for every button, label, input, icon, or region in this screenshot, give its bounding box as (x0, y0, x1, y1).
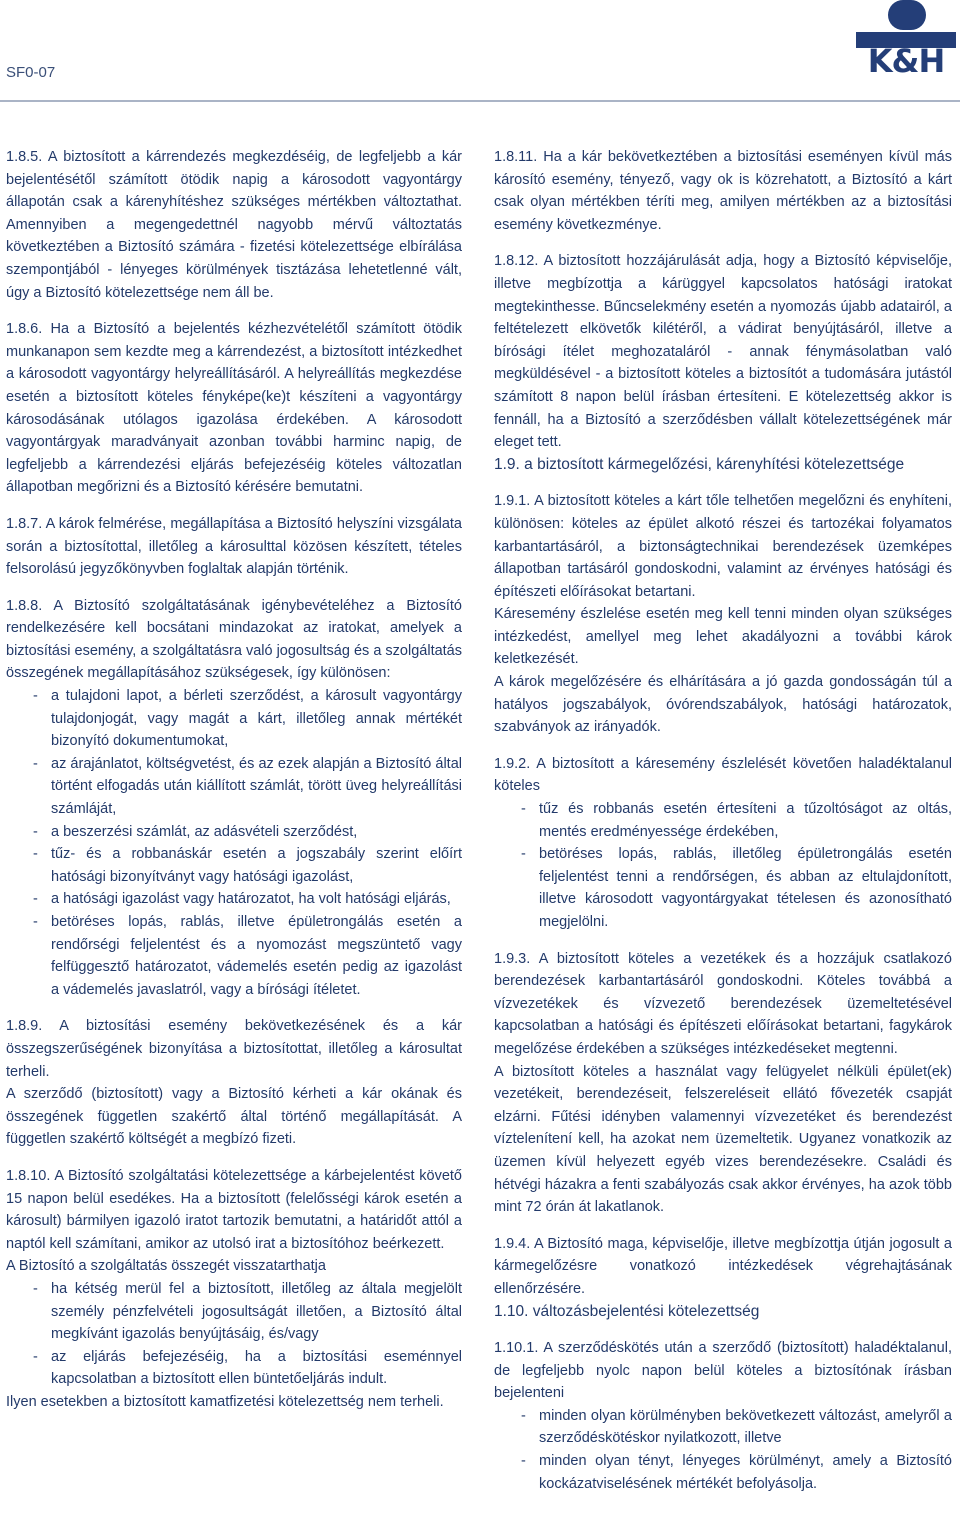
right-column (494, 146, 952, 1495)
paragraph-1-8-10-interest: Ilyen esetekben a biztosított kamatfizetési kötelezettség nem terheli. (6, 1393, 444, 1410)
list-immediate-duties (494, 798, 952, 934)
paragraph-1-9-3: 1.9.3. A biztosított köteles a vezetékek és a hozzájuk csatlakozó berendezések karbantartásáról gondoskodni. Köteles továbbá a vízvezetékek és vízvezető berendezések üzemeltetésével kapcsolatban a hatósági és építészeti előírásokat betartani, fagykárok megelőzése érdekében a szükséges intézkedéseket megtenni. (494, 950, 952, 1057)
section-heading-1-10: 1.10. változásbejelentési kötelezettség (494, 1302, 760, 1320)
list-item: - tűz- és a robbanáskár esetén a jogszabály szerint előírt hatósági bizonyítványt vagy hatósági igazolást, (6, 843, 462, 888)
paragraph-1-8-12: 1.8.12. A biztosított hozzájárulását adja, hogy a Biztosító képviselője, illetve megbízottja a kárüggyel kapcsolatos hatósági iratokat megtekinthesse. Bűncselekmény esetén a nyomozás újabb adatairól, a feltételezett elkövetők kilétéről, a vádirat benyújtásáról, illetve a bírósági ítélet meghozataláról - annak fénymásolatban való megküldésével - a biztosított köteles a biztosítót a tudomására jutástól számított 8 napon belül írásban értesíteni. E kötelezettség akkor is fennáll, ha a Biztosító a szerződésben vállalt kötelezettségének már eleget tett. (494, 253, 952, 451)
paragraph-1-9-1: 1.9.1. A biztosított köteles a kárt tőle telhetően megelőzni és enyhíteni, különösen: köteles az épület alkotó részei és tartozékai folyamatos karbantartásáról, a biztonságtechnikai berendezések üzemképes állapotban tartásáról gondoskodni, valamint az érvényes hatósági és építészeti előírásokat betartani. (494, 493, 952, 600)
list-item: - a hatósági igazolást vagy határozatot, ha volt hatósági eljárás, (6, 888, 462, 911)
kh-logo (856, 0, 956, 82)
logo-wordmark: K&H (867, 42, 945, 80)
left-column (6, 146, 462, 1413)
list-item: - ha kétség merül fel a biztosított, illetőleg az általa megjelölt személy pénzfelvételi jogosultságát illetően, a Biztosító által megkívánt igazolás benyújtásáig, és/vagy (6, 1278, 462, 1346)
paragraph-1-8-10-withhold: A Biztosító a szolgáltatás összegét visszatarthatja (6, 1258, 326, 1275)
paragraph-1-8-10: 1.8.10. A Biztosító szolgáltatási kötelezettsége a kárbejelentést követő 15 napon belül esedékes. Ha a biztosított (felelősségi károk esetén a károsult) bármilyen igazoló iratot tartozik bemutatni, a határidőt attól a naptól kell számítani, amikor az utolsó irat a biztosítóhoz beérkezett. (6, 1167, 462, 1252)
paragraph-1-9-3-unused-building: A biztosított köteles a használat vagy felügyelet nélküli épület(ek) vezetékeit, berendezéseit, felszereléseit ellátó fővezeték csapját elzárni. Fűtési idényben valamennyi vízvezetéket és berendezést víztelenítení kell, ha azokat nem üzemeltetik. Ugyanez vonatkozik az üzemen kívül helyezett egyéb vizes berendezésekre. Családi és hétvégi házakra a fenti szabályozás csak akkor érvényes, ha azok több mint 72 órán át lakatlanok. (494, 1063, 952, 1216)
paragraph-1-10-1: 1.10.1. A szerződéskötés után a szerződő (biztosított) haladéktalanul, de legfeljebb nyolc napon belül köteles a biztosítónak írásban bejelenteni (494, 1340, 952, 1402)
list-change-notifications (494, 1405, 952, 1495)
list-item: - az eljárás befejezéséig, ha a biztosítási eseménnyel kapcsolatban a biztosított ellen büntetőeljárás indult. (6, 1346, 462, 1391)
paragraph-1-9-1-prevention: A károk megelőzésére és elhárítására a jó gazda gondosságán túl a hatályos jogszabályok, óvórendszabályok, hatósági határozatok, szabványok az irányadók. (494, 674, 952, 736)
header-divider (0, 100, 960, 102)
paragraph-1-8-5: 1.8.5. A biztosított a kárrendezés megkezdéséig, de legfeljebb a kár bejelentésétől számított ötödik napig a károsodott vagyontárgy állapotán csak a kárenyhítéshez szükséges mértékben változtathat. Amennyiben a megengedettnél nagyobb mérvű változtatás következtében a Biztosító számára - fizetési kötelezettsége elbírálása szempontjából - lényeges körülmények tisztázása lehetetlenné vált, úgy a Biztosító kötelezettsége nem áll be. (6, 149, 462, 301)
list-item: - betöréses lopás, rablás, illetőleg épületrongálás esetén feljelentést tenni a rendőrségen, és abban az eltulajdonított, illetve károsodott vagyontárgyakat tételesen és azonosítható megjelölni. (494, 843, 952, 933)
paragraph-1-8-6: 1.8.6. Ha a Biztosító a bejelentés kézhezvételétől számított ötödik munkanapon sem kezdte meg a kárrendezést, a biztosított intézkedhet a károsodott vagyontárgy helyreállításáról. A helyreállítás megkezdése esetén a biztosított köteles fényképe(ke)t készíteni a vagyontárgy károsodásának utólagos igazolása érdekében. A károsodott vagyontárgyak maradványait azonban további harminc napig, de legfeljebb a kárrendezési eljárás befejezéséig köteles változatlan állapotban megőrizni és a Biztosító kérésére bemutatni. (6, 321, 462, 496)
list-item: - betöréses lopás, rablás, illetve épületrongálás esetén a rendőrségi feljelentést és a nyomozást megszüntető vagy felfüggesztő határozatot, vádemelés esetén pedig az igazolást a vádemelés javaslatról, vagy a bírósági ítéletet. (6, 911, 462, 1001)
document-code: SF0-07 (6, 64, 56, 81)
list-withhold-conditions (6, 1278, 462, 1391)
logo-head-shape (888, 0, 926, 30)
list-item: - minden olyan körülményben bekövetkezett változást, amelyről a szerződéskötéskor nyilatkozott, illetve (494, 1405, 952, 1450)
paragraph-1-9-2: 1.9.2. A biztosított a káresemény észlelését követően haladéktalanul köteles (494, 755, 952, 795)
paragraph-1-8-7: 1.8.7. A károk felmérése, megállapítása a Biztosító helyszíni vizsgálata során a biztosítottal, illetőleg a károsulttal közösen készített, tételes felsorolású jegyzőkönyvben foglaltak alapján történik. (6, 515, 462, 578)
paragraph-1-9-4: 1.9.4. A Biztosító maga, képviselője, illetve megbízottja útján jogosult a kármegelőzésre vonatkozó intézkedések végrehajtásának ellenőrzésére. (494, 1235, 952, 1297)
section-heading-1-9: 1.9. a biztosított kármegelőzési, kárenyhítési kötelezettsége (494, 455, 905, 473)
list-item: - a tulajdoni lapot, a bérleti szerződést, a károsult vagyontárgy tulajdonjogát, vagy magát a kárt, illetőleg annak mértékét bizonyító dokumentumokat, (6, 685, 462, 753)
paragraph-1-8-8: 1.8.8. A Biztosító szolgáltatásának igénybevételéhez a Biztosító rendelkezésére kell bocsátani mindazokat az iratokat, amelyek a biztosítási esemény, a szolgáltatásra való jogosultság és a szolgáltatás összegének megállapításához szükségesek, így különösen: (6, 597, 462, 682)
paragraph-1-8-9-expert: A szerződő (biztosított) vagy a Biztosító kérheti a kár okának és összegének független szakértő által történő megállapítását. A független szakértő költségét a megbízó fizeti. (6, 1086, 462, 1148)
list-item: - a beszerzési számlát, az adásvételi szerződést, (6, 821, 462, 844)
paragraph-1-9-1-damage: Káresemény észlelése esetén meg kell tenni minden olyan szükséges intézkedést, amellyel meg lehet akadályozni a további károk keletkezését. (494, 606, 952, 668)
list-item: - az árajánlatot, költségvetést, és az ezek alapján a Biztosító által történt elfogadás után kiállított számlát, törött üveg helyreállítási számláját, (6, 753, 462, 821)
list-required-documents (6, 685, 462, 1001)
list-item: - minden olyan tényt, lényeges körülményt, amely a Biztosító kockázatviselésének mértékét befolyásolja. (494, 1450, 952, 1495)
paragraph-1-8-11: 1.8.11. Ha a kár bekövetkeztében a biztosítási eseményen kívül más károsító esemény, tényező, vagy ok is közrehatott, a Biztosító a kárt csak olyan mértékben téríti meg, amilyen mértékben az a biztosítási esemény következménye. (494, 149, 952, 233)
paragraph-1-8-9: 1.8.9. A biztosítási esemény bekövetkezésének és a kár összegszerűségének bizonyítása a biztosítottat, illetőleg a károsultat terheli. (6, 1018, 462, 1080)
list-item: - tűz és robbanás esetén értesíteni a tűzoltóságot az oltás, mentés eredményessége érdekében, (494, 798, 952, 843)
